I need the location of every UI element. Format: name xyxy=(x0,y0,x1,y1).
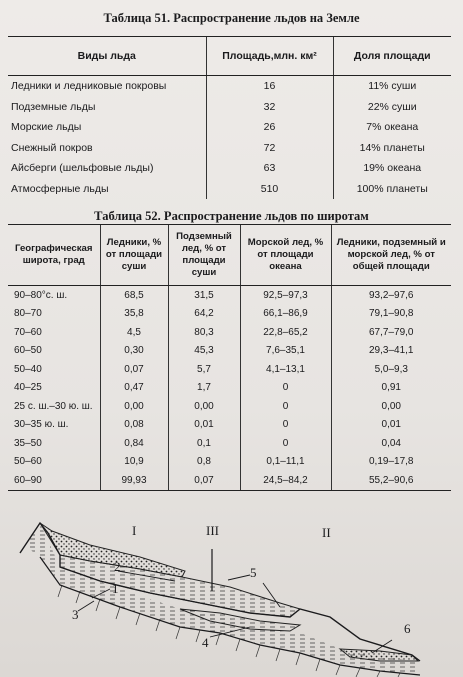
table-cell: 0,19–17,8 xyxy=(331,453,451,472)
table-cell: 19% океана xyxy=(333,158,451,179)
callout-1: 1 xyxy=(112,581,119,596)
table-cell: 0,47 xyxy=(100,379,168,398)
table-cell: 0,01 xyxy=(331,416,451,435)
table-cell: 7,6–35,1 xyxy=(240,342,331,361)
table-cell: 32 xyxy=(206,97,333,118)
table-row xyxy=(8,286,451,305)
table-cell: 5,7 xyxy=(168,360,240,379)
table-cell: 35,8 xyxy=(100,305,168,324)
table-cell: 22,8–65,2 xyxy=(240,323,331,342)
table-row xyxy=(8,305,451,324)
table-cell: 92,5–97,3 xyxy=(240,286,331,305)
table-header: Доля площади xyxy=(333,37,451,76)
table-row xyxy=(8,342,451,361)
table-row xyxy=(8,97,451,118)
table-cell: 24,5–84,2 xyxy=(240,471,331,490)
table-cell: 0 xyxy=(240,379,331,398)
table-header: Виды льда xyxy=(8,37,206,76)
table-cell: 45,3 xyxy=(168,342,240,361)
table-row xyxy=(8,360,451,379)
table-header: Подземный лед, % от площади суши xyxy=(168,225,240,286)
table-cell: 16 xyxy=(206,76,333,97)
zone-label-iii: III xyxy=(206,523,219,538)
table-cell: 0,01 xyxy=(168,416,240,435)
table-cell: 25 с. ш.–30 ю. ш. xyxy=(14,400,93,412)
table-52 xyxy=(8,224,451,491)
table-row xyxy=(8,117,451,138)
table-header: Географическая широта, град xyxy=(8,225,100,286)
table-cell: 0,91 xyxy=(331,379,451,398)
table-cell: 510 xyxy=(206,179,333,200)
table-row xyxy=(8,138,451,159)
table-cell: 7% океана xyxy=(333,117,451,138)
table-cell: 0 xyxy=(240,397,331,416)
table-cell: 63 xyxy=(206,158,333,179)
table-row xyxy=(8,323,451,342)
table-51 xyxy=(8,36,451,199)
zone-label-ii: II xyxy=(322,525,331,540)
callout-4: 4 xyxy=(202,635,209,650)
table-cell: 0,84 xyxy=(100,434,168,453)
table-52-title: Таблица 52. Распространение льдов по широтам xyxy=(94,209,369,223)
callout-5: 5 xyxy=(250,565,257,580)
table-row xyxy=(8,379,451,398)
table-cell: 50–60 xyxy=(14,456,42,468)
table-row xyxy=(8,397,451,416)
table-cell: 0,08 xyxy=(100,416,168,435)
table-cell: 90–80°с. ш. xyxy=(14,289,68,301)
table-cell: 55,2–90,6 xyxy=(331,471,451,490)
table-cell: 10,9 xyxy=(100,453,168,472)
table-row xyxy=(8,179,451,200)
table-cell: Морские льды xyxy=(11,121,82,134)
table-row xyxy=(8,76,451,97)
table-cell: 66,1–86,9 xyxy=(240,305,331,324)
zone-label-i: I xyxy=(132,523,137,538)
table-cell: 0,04 xyxy=(331,434,451,453)
table-cell: 68,5 xyxy=(100,286,168,305)
table-cell: 40–25 xyxy=(14,382,42,394)
table-row xyxy=(8,471,451,490)
table-cell: 0,1–11,1 xyxy=(240,453,331,472)
table-cell: 70–60 xyxy=(14,326,42,338)
table-cell: Атмосферные льды xyxy=(11,182,109,195)
table-cell: 79,1–90,8 xyxy=(331,305,451,324)
callout-3: 3 xyxy=(72,607,79,622)
table-cell: 100% планеты xyxy=(333,179,451,200)
table-row xyxy=(8,416,451,435)
table-cell: Ледники и ледниковые покровы xyxy=(11,80,167,93)
table-cell: 0 xyxy=(240,416,331,435)
table-cell: 5,0–9,3 xyxy=(331,360,451,379)
table-cell: 0,00 xyxy=(331,397,451,416)
table-row xyxy=(8,158,451,179)
table-cell: 67,7–79,0 xyxy=(331,323,451,342)
table-cell: 11% суши xyxy=(333,76,451,97)
table-cell: 64,2 xyxy=(168,305,240,324)
table-cell: 26 xyxy=(206,117,333,138)
table-cell: 60–50 xyxy=(14,345,42,357)
table-cell: 22% суши xyxy=(333,97,451,118)
table-cell: 1,7 xyxy=(168,379,240,398)
callout-6: 6 xyxy=(404,621,411,636)
table-cell: Снежный покров xyxy=(11,141,93,154)
table-header: Площадь,млн. км² xyxy=(206,37,333,76)
table-header: Морской лед, % от площади океана xyxy=(240,225,331,286)
table-cell: 0,00 xyxy=(100,397,168,416)
callout-2: 2 xyxy=(114,559,121,574)
table-cell: 0 xyxy=(240,434,331,453)
table-cell: 0,8 xyxy=(168,453,240,472)
table-cell: 30–35 ю. ш. xyxy=(14,419,69,431)
table-cell: 4,5 xyxy=(100,323,168,342)
table-row xyxy=(8,434,451,453)
table-cell: 80–70 xyxy=(14,308,42,320)
table-cell: 60–90 xyxy=(8,471,100,490)
table-cell: 31,5 xyxy=(168,286,240,305)
table-cell: Подземные льды xyxy=(11,100,96,113)
table-cell: 99,93 xyxy=(100,471,168,490)
table-cell: 50–40 xyxy=(14,363,42,375)
table-cell: 80,3 xyxy=(168,323,240,342)
table-cell: 72 xyxy=(206,138,333,159)
table-cell: 0,00 xyxy=(168,397,240,416)
table-51-title: Таблица 51. Распространение льдов на Земле xyxy=(103,11,360,25)
table-cell: 4,1–13,1 xyxy=(240,360,331,379)
table-header: Ледники, % от площади суши xyxy=(100,225,168,286)
table-cell: 14% планеты xyxy=(333,138,451,159)
table-cell: Айсберги (шельфовые льды) xyxy=(11,162,154,175)
table-cell: 0,1 xyxy=(168,434,240,453)
table-cell: 35–50 xyxy=(14,437,42,449)
table-cell: 0,30 xyxy=(100,342,168,361)
table-cell: 0,07 xyxy=(100,360,168,379)
table-header: Ледники, подземный и морской лед, % от общей площади xyxy=(331,225,451,286)
table-cell: 29,3–41,1 xyxy=(331,342,451,361)
table-row xyxy=(8,453,451,472)
table-cell: 0,07 xyxy=(168,471,240,490)
ice-distribution-diagram xyxy=(0,505,463,677)
table-cell: 93,2–97,6 xyxy=(331,286,451,305)
